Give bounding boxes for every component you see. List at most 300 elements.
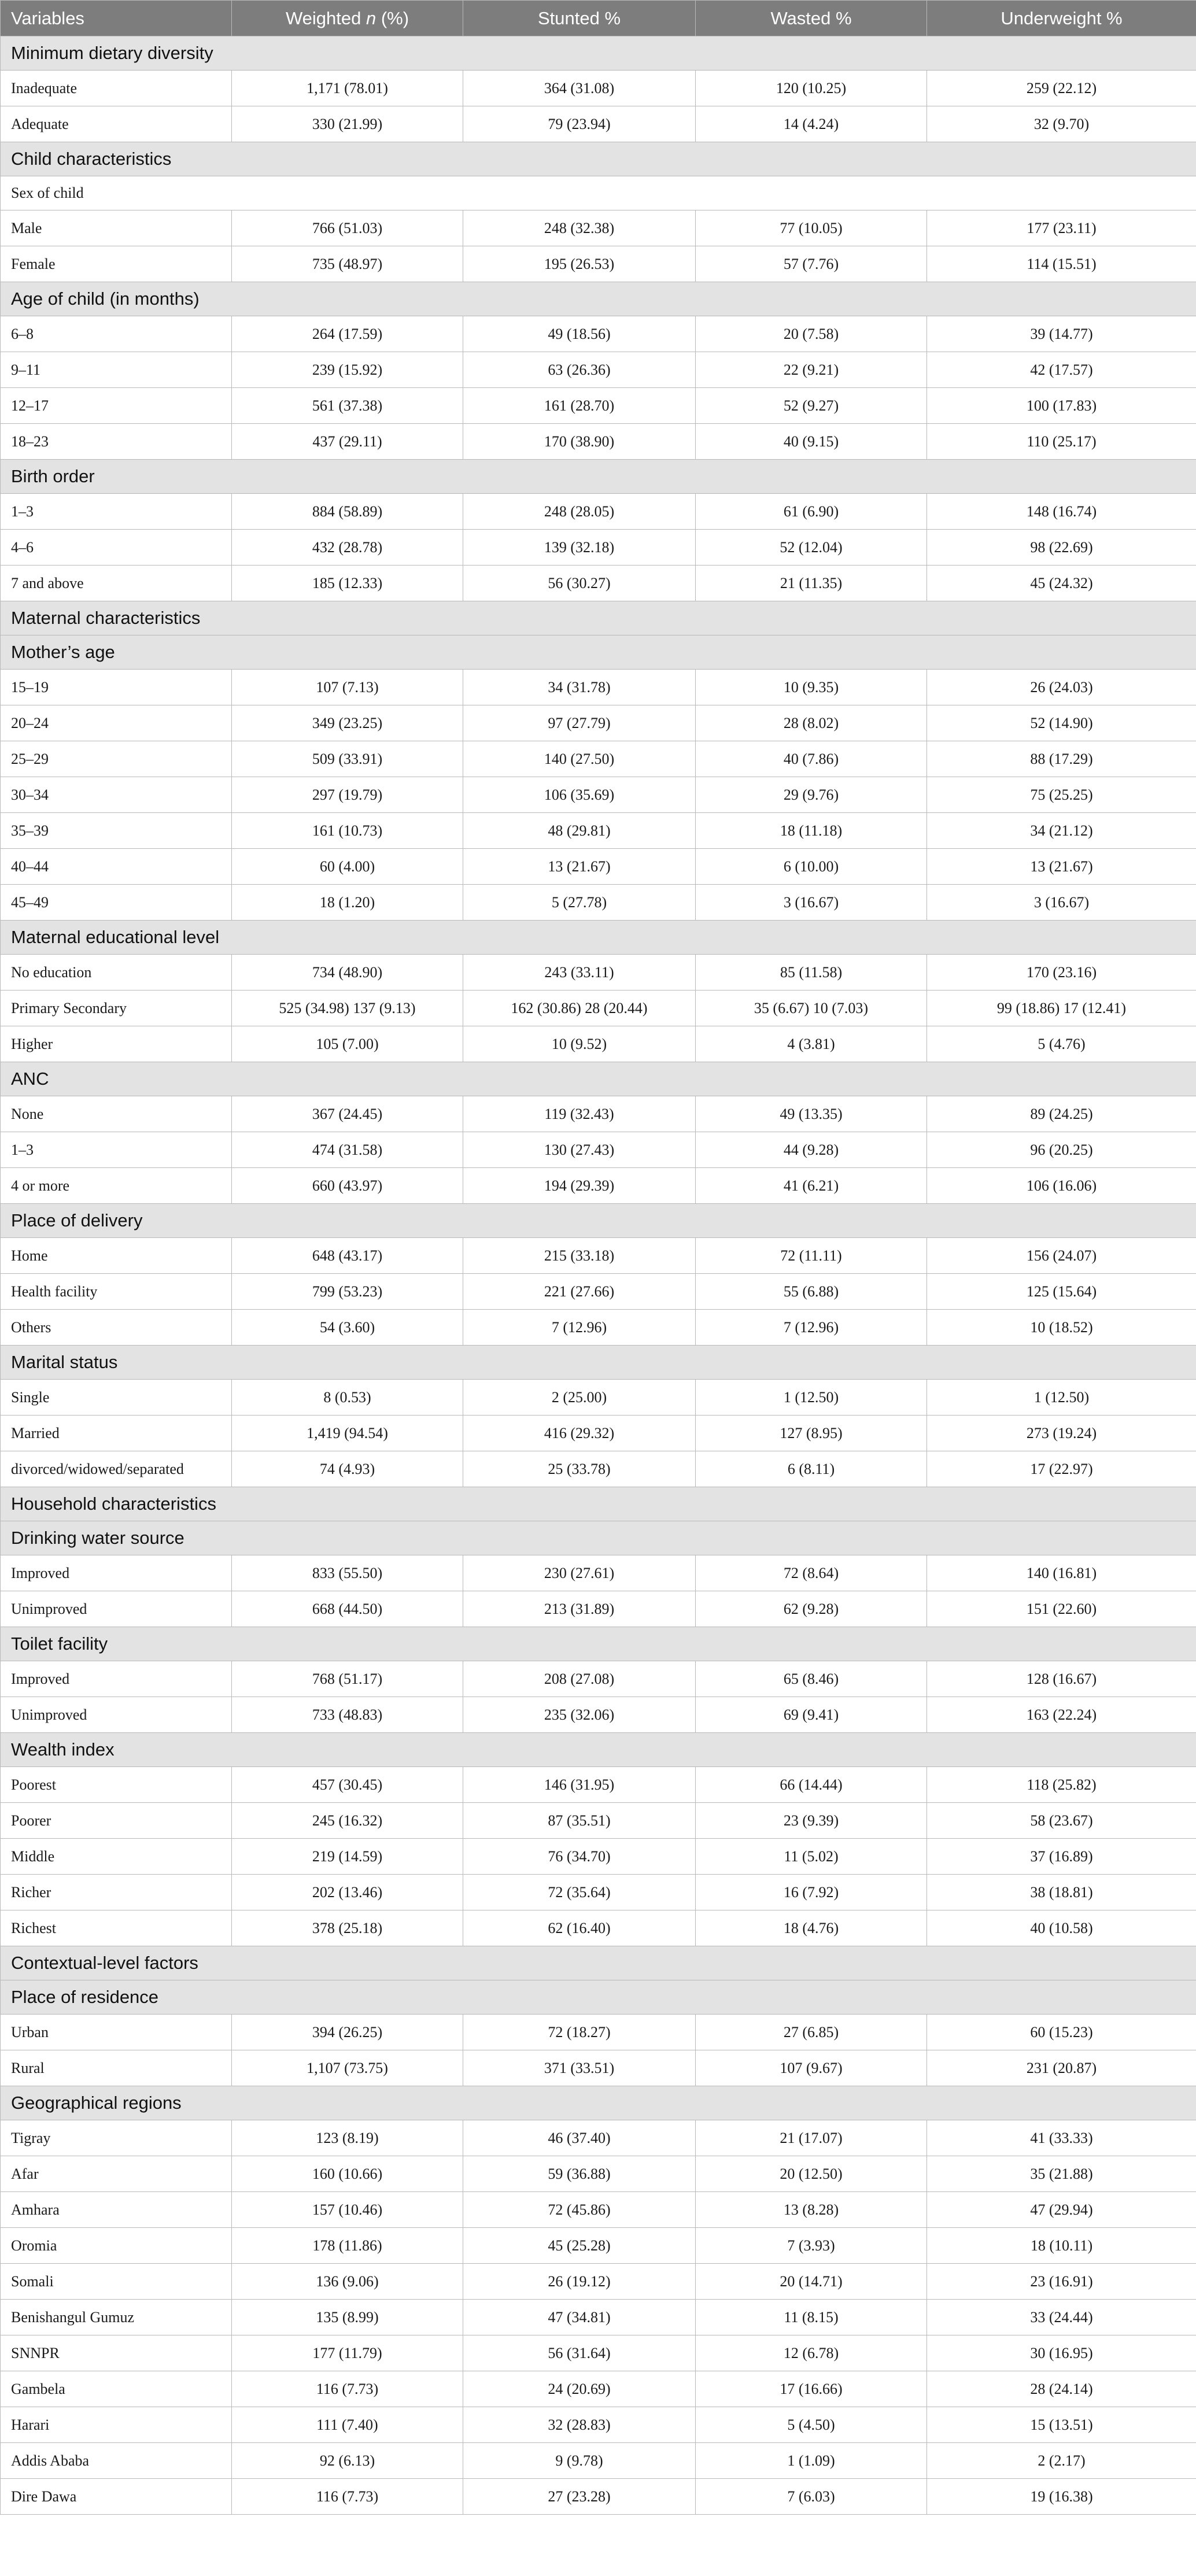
cell-stunted: 49 (18.56) xyxy=(463,316,696,352)
cell-weighted-n: 799 (53.23) xyxy=(232,1274,463,1310)
cell-underweight: 89 (24.25) xyxy=(927,1096,1196,1132)
row-label: Female xyxy=(1,246,232,282)
cell-underweight: 151 (22.60) xyxy=(927,1591,1196,1627)
row-label: Single xyxy=(1,1380,232,1415)
table-row xyxy=(1,1697,1196,1733)
table-row xyxy=(1,2407,1196,2443)
cell-weighted-n: 457 (30.45) xyxy=(232,1767,463,1803)
section-row xyxy=(1,460,1196,494)
cell-underweight: 19 (16.38) xyxy=(927,2479,1196,2515)
header-wasted: Wasted % xyxy=(696,1,927,36)
row-label: 1–3 xyxy=(1,494,232,530)
cell-stunted: 371 (33.51) xyxy=(463,2050,696,2086)
table-row xyxy=(1,2443,1196,2479)
table-row xyxy=(1,1803,1196,1839)
cell-weighted-n: 733 (48.83) xyxy=(232,1697,463,1733)
cell-wasted: 35 (6.67) 10 (7.03) xyxy=(696,991,927,1026)
cell-stunted: 62 (16.40) xyxy=(463,1910,696,1946)
cell-weighted-n: 766 (51.03) xyxy=(232,210,463,246)
row-label: Rural xyxy=(1,2050,232,2086)
cell-wasted: 18 (11.18) xyxy=(696,813,927,849)
cell-underweight: 110 (25.17) xyxy=(927,424,1196,460)
table-row xyxy=(1,2192,1196,2228)
section-row xyxy=(1,921,1196,955)
cell-underweight: 18 (10.11) xyxy=(927,2228,1196,2264)
table-row xyxy=(1,530,1196,566)
table-row xyxy=(1,1415,1196,1451)
section-row xyxy=(1,1487,1196,1521)
cell-wasted: 55 (6.88) xyxy=(696,1274,927,1310)
cell-stunted: 221 (27.66) xyxy=(463,1274,696,1310)
cell-wasted: 14 (4.24) xyxy=(696,106,927,142)
cell-weighted-n: 561 (37.38) xyxy=(232,388,463,424)
table-row xyxy=(1,1026,1196,1062)
cell-weighted-n: 367 (24.45) xyxy=(232,1096,463,1132)
cell-stunted: 130 (27.43) xyxy=(463,1132,696,1168)
row-label: SNNPR xyxy=(1,2335,232,2371)
row-label: 4–6 xyxy=(1,530,232,566)
cell-wasted: 72 (8.64) xyxy=(696,1555,927,1591)
cell-underweight: 125 (15.64) xyxy=(927,1274,1196,1310)
table-row xyxy=(1,813,1196,849)
table-row xyxy=(1,2335,1196,2371)
cell-weighted-n: 660 (43.97) xyxy=(232,1168,463,1204)
section-row xyxy=(1,1627,1196,1661)
cell-stunted: 87 (35.51) xyxy=(463,1803,696,1839)
cell-weighted-n: 1,419 (94.54) xyxy=(232,1415,463,1451)
table-row xyxy=(1,1310,1196,1346)
section-row xyxy=(1,1521,1196,1555)
cell-weighted-n: 378 (25.18) xyxy=(232,1910,463,1946)
cell-underweight: 128 (16.67) xyxy=(927,1661,1196,1697)
cell-underweight: 98 (22.69) xyxy=(927,530,1196,566)
cell-stunted: 364 (31.08) xyxy=(463,71,696,106)
row-label: Improved xyxy=(1,1661,232,1697)
cell-underweight: 17 (22.97) xyxy=(927,1451,1196,1487)
cell-wasted: 22 (9.21) xyxy=(696,352,927,388)
cell-wasted: 49 (13.35) xyxy=(696,1096,927,1132)
row-label: divorced/widowed/separated xyxy=(1,1451,232,1487)
table-row xyxy=(1,1451,1196,1487)
cell-wasted: 18 (4.76) xyxy=(696,1910,927,1946)
cell-underweight: 177 (23.11) xyxy=(927,210,1196,246)
table-row xyxy=(1,106,1196,142)
row-label: Tigray xyxy=(1,2120,232,2156)
table-row xyxy=(1,991,1196,1026)
cell-weighted-n: 437 (29.11) xyxy=(232,424,463,460)
row-label: 30–34 xyxy=(1,777,232,813)
table-row xyxy=(1,1875,1196,1910)
cell-stunted: 46 (37.40) xyxy=(463,2120,696,2156)
section-label: Child characteristics xyxy=(1,142,1196,176)
section-row xyxy=(1,1946,1196,1980)
cell-underweight: 15 (13.51) xyxy=(927,2407,1196,2443)
cell-stunted: 76 (34.70) xyxy=(463,1839,696,1875)
row-label: 35–39 xyxy=(1,813,232,849)
section-label: ANC xyxy=(1,1062,1196,1096)
cell-stunted: 9 (9.78) xyxy=(463,2443,696,2479)
cell-underweight: 33 (24.44) xyxy=(927,2300,1196,2335)
cell-wasted: 28 (8.02) xyxy=(696,705,927,741)
cell-stunted: 161 (28.70) xyxy=(463,388,696,424)
cell-wasted: 107 (9.67) xyxy=(696,2050,927,2086)
cell-weighted-n: 648 (43.17) xyxy=(232,1238,463,1274)
section-label: Place of delivery xyxy=(1,1204,1196,1238)
section-label: Place of residence xyxy=(1,1980,1196,2015)
row-label: Improved xyxy=(1,1555,232,1591)
table-row xyxy=(1,1238,1196,1274)
cell-underweight: 140 (16.81) xyxy=(927,1555,1196,1591)
cell-weighted-n: 92 (6.13) xyxy=(232,2443,463,2479)
header-row xyxy=(1,1,1196,36)
cell-weighted-n: 135 (8.99) xyxy=(232,2300,463,2335)
cell-underweight: 148 (16.74) xyxy=(927,494,1196,530)
cell-stunted: 235 (32.06) xyxy=(463,1697,696,1733)
table-row xyxy=(1,1910,1196,1946)
section-label: Maternal characteristics xyxy=(1,601,1196,635)
row-label: 25–29 xyxy=(1,741,232,777)
cell-weighted-n: 239 (15.92) xyxy=(232,352,463,388)
cell-underweight: 38 (18.81) xyxy=(927,1875,1196,1910)
table-row xyxy=(1,955,1196,991)
cell-weighted-n: 509 (33.91) xyxy=(232,741,463,777)
header-underweight: Underweight % xyxy=(927,1,1196,36)
table-row xyxy=(1,2120,1196,2156)
row-label: 40–44 xyxy=(1,849,232,885)
cell-weighted-n: 1,107 (73.75) xyxy=(232,2050,463,2086)
cell-underweight: 41 (33.33) xyxy=(927,2120,1196,2156)
cell-underweight: 156 (24.07) xyxy=(927,1238,1196,1274)
cell-wasted: 66 (14.44) xyxy=(696,1767,927,1803)
section-row xyxy=(1,635,1196,670)
cell-weighted-n: 297 (19.79) xyxy=(232,777,463,813)
cell-wasted: 62 (9.28) xyxy=(696,1591,927,1627)
cell-weighted-n: 735 (48.97) xyxy=(232,246,463,282)
cell-stunted: 47 (34.81) xyxy=(463,2300,696,2335)
table-row xyxy=(1,71,1196,106)
cell-weighted-n: 160 (10.66) xyxy=(232,2156,463,2192)
row-label: Male xyxy=(1,210,232,246)
cell-underweight: 96 (20.25) xyxy=(927,1132,1196,1168)
cell-stunted: 48 (29.81) xyxy=(463,813,696,849)
table-row xyxy=(1,424,1196,460)
section-label: Geographical regions xyxy=(1,2086,1196,2120)
cell-wasted: 21 (17.07) xyxy=(696,2120,927,2156)
cell-underweight: 35 (21.88) xyxy=(927,2156,1196,2192)
table-row xyxy=(1,1591,1196,1627)
table-row xyxy=(1,2300,1196,2335)
table-row xyxy=(1,494,1196,530)
section-label: Minimum dietary diversity xyxy=(1,36,1196,71)
cell-wasted: 120 (10.25) xyxy=(696,71,927,106)
cell-underweight: 3 (16.67) xyxy=(927,885,1196,921)
table-row xyxy=(1,316,1196,352)
row-label: Unimproved xyxy=(1,1697,232,1733)
table-row xyxy=(1,885,1196,921)
table-row xyxy=(1,1661,1196,1697)
table-row xyxy=(1,1132,1196,1168)
table-row xyxy=(1,705,1196,741)
table-row xyxy=(1,2264,1196,2300)
table-row xyxy=(1,210,1196,246)
cell-wasted: 10 (9.35) xyxy=(696,670,927,705)
row-label: Oromia xyxy=(1,2228,232,2264)
row-label: 7 and above xyxy=(1,566,232,601)
section-row xyxy=(1,601,1196,635)
cell-underweight: 1 (12.50) xyxy=(927,1380,1196,1415)
cell-wasted: 17 (16.66) xyxy=(696,2371,927,2407)
row-label: 1–3 xyxy=(1,1132,232,1168)
cell-wasted: 57 (7.76) xyxy=(696,246,927,282)
section-label: Maternal educational level xyxy=(1,921,1196,955)
cell-underweight: 75 (25.25) xyxy=(927,777,1196,813)
row-label: Middle xyxy=(1,1839,232,1875)
section-row xyxy=(1,1062,1196,1096)
table-row xyxy=(1,352,1196,388)
cell-underweight: 10 (18.52) xyxy=(927,1310,1196,1346)
section-label: Marital status xyxy=(1,1346,1196,1380)
row-label: 18–23 xyxy=(1,424,232,460)
row-label: Harari xyxy=(1,2407,232,2443)
section-label: Birth order xyxy=(1,460,1196,494)
cell-wasted: 27 (6.85) xyxy=(696,2015,927,2050)
section-label: Toilet facility xyxy=(1,1627,1196,1661)
section-label: Drinking water source xyxy=(1,1521,1196,1555)
cell-weighted-n: 768 (51.17) xyxy=(232,1661,463,1697)
table-row xyxy=(1,1839,1196,1875)
row-label: Addis Ababa xyxy=(1,2443,232,2479)
table-row xyxy=(1,777,1196,813)
row-label: Richest xyxy=(1,1910,232,1946)
cell-stunted: 24 (20.69) xyxy=(463,2371,696,2407)
cell-stunted: 248 (32.38) xyxy=(463,210,696,246)
row-label: Poorer xyxy=(1,1803,232,1839)
row-label: 9–11 xyxy=(1,352,232,388)
cell-weighted-n: 734 (48.90) xyxy=(232,955,463,991)
cell-stunted: 32 (28.83) xyxy=(463,2407,696,2443)
cell-underweight: 114 (15.51) xyxy=(927,246,1196,282)
row-label: Health facility xyxy=(1,1274,232,1310)
cell-weighted-n: 157 (10.46) xyxy=(232,2192,463,2228)
row-label: Urban xyxy=(1,2015,232,2050)
row-label: 12–17 xyxy=(1,388,232,424)
table-row xyxy=(1,1274,1196,1310)
cell-stunted: 248 (28.05) xyxy=(463,494,696,530)
row-label: 15–19 xyxy=(1,670,232,705)
row-label: Primary Secondary xyxy=(1,991,232,1026)
row-label: Richer xyxy=(1,1875,232,1910)
cell-stunted: 170 (38.90) xyxy=(463,424,696,460)
section-label: Mother’s age xyxy=(1,635,1196,670)
table-row xyxy=(1,849,1196,885)
cell-stunted: 72 (18.27) xyxy=(463,2015,696,2050)
cell-stunted: 27 (23.28) xyxy=(463,2479,696,2515)
row-label: Others xyxy=(1,1310,232,1346)
cell-underweight: 5 (4.76) xyxy=(927,1026,1196,1062)
cell-stunted: 45 (25.28) xyxy=(463,2228,696,2264)
row-label: 4 or more xyxy=(1,1168,232,1204)
cell-wasted: 13 (8.28) xyxy=(696,2192,927,2228)
cell-stunted: 215 (33.18) xyxy=(463,1238,696,1274)
header-weighted-suffix: (%) xyxy=(376,8,409,28)
cell-underweight: 37 (16.89) xyxy=(927,1839,1196,1875)
cell-stunted: 26 (19.12) xyxy=(463,2264,696,2300)
cell-weighted-n: 185 (12.33) xyxy=(232,566,463,601)
row-label: Unimproved xyxy=(1,1591,232,1627)
cell-wasted: 6 (8.11) xyxy=(696,1451,927,1487)
cell-stunted: 194 (29.39) xyxy=(463,1168,696,1204)
subheading-label: Sex of child xyxy=(1,176,1196,210)
section-row xyxy=(1,36,1196,71)
row-label: 45–49 xyxy=(1,885,232,921)
row-label: Amhara xyxy=(1,2192,232,2228)
cell-stunted: 7 (12.96) xyxy=(463,1310,696,1346)
cell-stunted: 72 (45.86) xyxy=(463,2192,696,2228)
row-label: Married xyxy=(1,1415,232,1451)
cell-weighted-n: 525 (34.98) 137 (9.13) xyxy=(232,991,463,1026)
cell-underweight: 170 (23.16) xyxy=(927,955,1196,991)
header-weighted-n-italic: n xyxy=(366,8,376,28)
cell-underweight: 23 (16.91) xyxy=(927,2264,1196,2300)
cell-wasted: 12 (6.78) xyxy=(696,2335,927,2371)
cell-weighted-n: 177 (11.79) xyxy=(232,2335,463,2371)
cell-underweight: 28 (24.14) xyxy=(927,2371,1196,2407)
cell-wasted: 1 (1.09) xyxy=(696,2443,927,2479)
cell-wasted: 6 (10.00) xyxy=(696,849,927,885)
cell-wasted: 69 (9.41) xyxy=(696,1697,927,1733)
cell-weighted-n: 74 (4.93) xyxy=(232,1451,463,1487)
section-label: Age of child (in months) xyxy=(1,282,1196,316)
table-row xyxy=(1,2228,1196,2264)
table-row xyxy=(1,1555,1196,1591)
cell-wasted: 16 (7.92) xyxy=(696,1875,927,1910)
cell-weighted-n: 349 (23.25) xyxy=(232,705,463,741)
cell-weighted-n: 432 (28.78) xyxy=(232,530,463,566)
cell-wasted: 85 (11.58) xyxy=(696,955,927,991)
table-row xyxy=(1,2015,1196,2050)
section-row xyxy=(1,142,1196,176)
cell-underweight: 39 (14.77) xyxy=(927,316,1196,352)
cell-weighted-n: 116 (7.73) xyxy=(232,2371,463,2407)
cell-underweight: 52 (14.90) xyxy=(927,705,1196,741)
cell-wasted: 61 (6.90) xyxy=(696,494,927,530)
header-weighted-prefix: Weighted xyxy=(285,8,366,28)
cell-weighted-n: 1,171 (78.01) xyxy=(232,71,463,106)
cell-weighted-n: 161 (10.73) xyxy=(232,813,463,849)
subheading-row xyxy=(1,176,1196,210)
section-label: Contextual-level factors xyxy=(1,1946,1196,1980)
cell-weighted-n: 136 (9.06) xyxy=(232,2264,463,2300)
table-row xyxy=(1,2371,1196,2407)
cell-weighted-n: 264 (17.59) xyxy=(232,316,463,352)
cell-stunted: 208 (27.08) xyxy=(463,1661,696,1697)
cell-underweight: 106 (16.06) xyxy=(927,1168,1196,1204)
cell-stunted: 25 (33.78) xyxy=(463,1451,696,1487)
cell-weighted-n: 111 (7.40) xyxy=(232,2407,463,2443)
cell-wasted: 40 (7.86) xyxy=(696,741,927,777)
row-label: Poorest xyxy=(1,1767,232,1803)
row-label: No education xyxy=(1,955,232,991)
row-label: Dire Dawa xyxy=(1,2479,232,2515)
cell-underweight: 40 (10.58) xyxy=(927,1910,1196,1946)
cell-weighted-n: 394 (26.25) xyxy=(232,2015,463,2050)
cell-stunted: 34 (31.78) xyxy=(463,670,696,705)
cell-underweight: 58 (23.67) xyxy=(927,1803,1196,1839)
cell-stunted: 56 (30.27) xyxy=(463,566,696,601)
cell-wasted: 41 (6.21) xyxy=(696,1168,927,1204)
table-row xyxy=(1,1096,1196,1132)
cell-stunted: 13 (21.67) xyxy=(463,849,696,885)
row-label: None xyxy=(1,1096,232,1132)
table-header xyxy=(1,1,1196,36)
section-label: Wealth index xyxy=(1,1733,1196,1767)
cell-wasted: 7 (3.93) xyxy=(696,2228,927,2264)
cell-stunted: 139 (32.18) xyxy=(463,530,696,566)
cell-underweight: 47 (29.94) xyxy=(927,2192,1196,2228)
table-row xyxy=(1,741,1196,777)
section-row xyxy=(1,1733,1196,1767)
cell-weighted-n: 54 (3.60) xyxy=(232,1310,463,1346)
cell-stunted: 162 (30.86) 28 (20.44) xyxy=(463,991,696,1026)
cell-weighted-n: 8 (0.53) xyxy=(232,1380,463,1415)
row-label: Benishangul Gumuz xyxy=(1,2300,232,2335)
cell-wasted: 72 (11.11) xyxy=(696,1238,927,1274)
cell-wasted: 1 (12.50) xyxy=(696,1380,927,1415)
cell-underweight: 42 (17.57) xyxy=(927,352,1196,388)
cell-stunted: 213 (31.89) xyxy=(463,1591,696,1627)
table-row xyxy=(1,2050,1196,2086)
row-label: Home xyxy=(1,1238,232,1274)
table-row xyxy=(1,1168,1196,1204)
cell-weighted-n: 202 (13.46) xyxy=(232,1875,463,1910)
row-label: 20–24 xyxy=(1,705,232,741)
cell-wasted: 5 (4.50) xyxy=(696,2407,927,2443)
cell-weighted-n: 18 (1.20) xyxy=(232,885,463,921)
cell-wasted: 20 (7.58) xyxy=(696,316,927,352)
cell-weighted-n: 474 (31.58) xyxy=(232,1132,463,1168)
row-label: Gambela xyxy=(1,2371,232,2407)
cell-weighted-n: 245 (16.32) xyxy=(232,1803,463,1839)
cell-wasted: 52 (12.04) xyxy=(696,530,927,566)
cell-stunted: 56 (31.64) xyxy=(463,2335,696,2371)
cell-stunted: 2 (25.00) xyxy=(463,1380,696,1415)
cell-weighted-n: 123 (8.19) xyxy=(232,2120,463,2156)
cell-wasted: 21 (11.35) xyxy=(696,566,927,601)
row-label: Somali xyxy=(1,2264,232,2300)
cell-wasted: 44 (9.28) xyxy=(696,1132,927,1168)
cell-wasted: 65 (8.46) xyxy=(696,1661,927,1697)
row-label: Afar xyxy=(1,2156,232,2192)
cell-stunted: 79 (23.94) xyxy=(463,106,696,142)
table-body xyxy=(1,36,1196,2515)
cell-stunted: 63 (26.36) xyxy=(463,352,696,388)
section-label: Household characteristics xyxy=(1,1487,1196,1521)
cell-underweight: 100 (17.83) xyxy=(927,388,1196,424)
section-row xyxy=(1,1204,1196,1238)
table-row xyxy=(1,2479,1196,2515)
cell-stunted: 195 (26.53) xyxy=(463,246,696,282)
cell-stunted: 416 (29.32) xyxy=(463,1415,696,1451)
cell-wasted: 77 (10.05) xyxy=(696,210,927,246)
cell-stunted: 5 (27.78) xyxy=(463,885,696,921)
cell-underweight: 231 (20.87) xyxy=(927,2050,1196,2086)
cell-stunted: 243 (33.11) xyxy=(463,955,696,991)
cell-weighted-n: 219 (14.59) xyxy=(232,1839,463,1875)
cell-underweight: 99 (18.86) 17 (12.41) xyxy=(927,991,1196,1026)
cell-stunted: 97 (27.79) xyxy=(463,705,696,741)
cell-stunted: 140 (27.50) xyxy=(463,741,696,777)
header-stunted: Stunted % xyxy=(463,1,696,36)
